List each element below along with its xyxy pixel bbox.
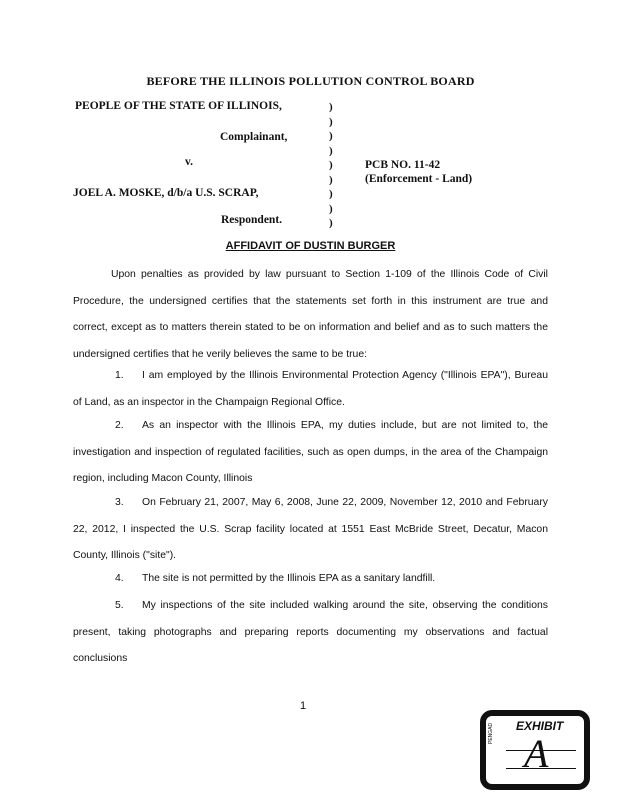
paragraph-text: On February 21, 2007, May 6, 2008, June 22, 2009, November 12, 2010 and February 22, 2012, I inspected the U.S. Scrap facility located at 1551 East McBride Street, Decatur, Macon County, Illinois ("site"). xyxy=(73,497,548,562)
versus-label: v. xyxy=(185,156,193,168)
exhibit-label: EXHIBIT xyxy=(516,719,564,733)
defendant-name: JOEL A. MOSKE, d/b/a U.S. SCRAP, xyxy=(73,187,259,199)
defendant-role: Respondent. xyxy=(221,214,283,226)
paragraph-number: 1. xyxy=(115,370,124,381)
exhibit-letter: A xyxy=(524,731,549,776)
paragraph-number: 4. xyxy=(115,573,124,584)
affidavit-title: AFFIDAVIT OF DUSTIN BURGER xyxy=(225,240,396,252)
numbered-paragraph xyxy=(73,363,548,416)
paragraph-text: I am employed by the Illinois Environmental Protection Agency ("Illinois EPA"), Bureau of Land, as an inspector in the Champaign Regional Office. xyxy=(73,370,548,408)
paragraph-number: 5. xyxy=(115,600,124,611)
intro-paragraph: Upon penalties as provided by law pursuant to Section 1-109 of the Illinois Code of Civil Procedure, the undersigned certifies that the statements set forth in this instrument are true and correct, except as to matters therein stated to be on information and belief and as to such matters the undersigned certifies that he verily believes the same to be true: xyxy=(73,269,548,360)
exhibit-side-text: PENGAD xyxy=(488,722,494,744)
numbered-paragraph xyxy=(73,593,548,673)
numbered-paragraph xyxy=(73,490,548,570)
case-type: (Enforcement - Land) xyxy=(365,173,473,185)
paragraph-number: 2. xyxy=(115,420,124,431)
paragraph-text: My inspections of the site included walking around the site, observing the conditions present, taking photographs and preparing reports documenting my observations and factual conclusions xyxy=(73,600,548,665)
exhibit-rule xyxy=(506,768,576,769)
court-heading: BEFORE THE ILLINOIS POLLUTION CONTROL BOARD xyxy=(146,74,475,88)
plaintiff-role: Complainant, xyxy=(220,131,288,143)
numbered-paragraph xyxy=(73,566,548,593)
exhibit-stamp xyxy=(480,710,590,790)
paragraph-number: 3. xyxy=(115,497,124,508)
numbered-paragraph xyxy=(73,413,548,493)
paragraph-text: As an inspector with the Illinois EPA, my duties include, but are not limited to, the investigation and inspection of regulated facilities, such as open dumps, in the area of the Champaign region, including Macon County, Illinois xyxy=(73,420,548,485)
plaintiff-name: PEOPLE OF THE STATE OF ILLINOIS, xyxy=(75,100,282,112)
case-number: PCB NO. 11-42 xyxy=(365,159,441,171)
page-number: 1 xyxy=(300,700,307,712)
paragraph-text: The site is not permitted by the Illinois EPA as a sanitary landfill. xyxy=(142,573,436,584)
caption-bracket: ) ) ) ) ) ) ) ) ) xyxy=(329,101,333,229)
